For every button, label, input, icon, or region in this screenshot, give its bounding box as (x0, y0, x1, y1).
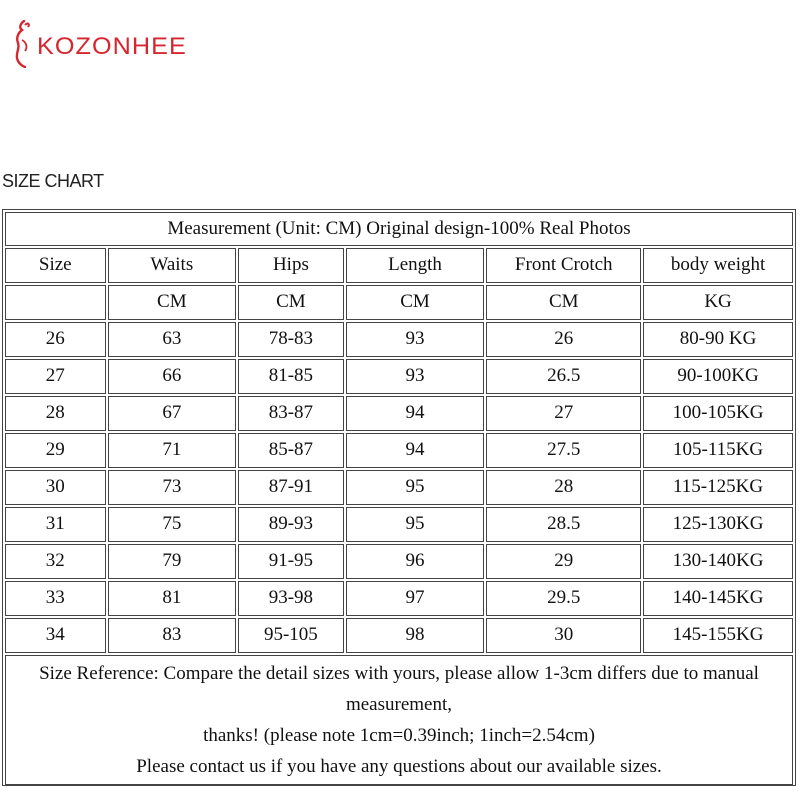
cell-waist: 79 (108, 544, 237, 579)
unit-front-crotch: CM (486, 285, 641, 320)
cell-size: 33 (5, 581, 106, 616)
unit-length: CM (346, 285, 485, 320)
cell-length: 94 (346, 396, 485, 431)
reference-line: Please contact us if you have any questions about our available sizes. (136, 756, 662, 777)
cell-front-crotch: 28.5 (486, 507, 641, 542)
cell-length: 96 (346, 544, 485, 579)
cell-hips: 93-98 (238, 581, 344, 616)
cell-size: 30 (5, 470, 106, 505)
cell-size: 29 (5, 433, 106, 468)
cell-length: 97 (346, 581, 485, 616)
cell-body-weight: 100-105KG (643, 396, 793, 431)
cell-waist: 75 (108, 507, 237, 542)
cell-size: 31 (5, 507, 106, 542)
cell-hips: 78-83 (238, 322, 344, 357)
size-reference-row (5, 655, 793, 785)
cell-length: 98 (346, 618, 485, 653)
cell-front-crotch: 27 (486, 396, 641, 431)
cell-hips: 85-87 (238, 433, 344, 468)
cell-body-weight: 80-90 KG (643, 322, 793, 357)
cell-front-crotch: 30 (486, 618, 641, 653)
cell-front-crotch: 29 (486, 544, 641, 579)
cell-waist: 83 (108, 618, 237, 653)
cell-length: 95 (346, 470, 485, 505)
cell-hips: 83-87 (238, 396, 344, 431)
cell-front-crotch: 29.5 (486, 581, 641, 616)
table-row (5, 470, 793, 505)
reference-line: Size Reference: Compare the detail sizes with yours, please allow 1-3cm differs due to manual measurement, (39, 663, 759, 715)
cell-body-weight: 105-115KG (643, 433, 793, 468)
cell-size: 26 (5, 322, 106, 357)
unit-size (5, 285, 106, 320)
unit-hips: CM (238, 285, 344, 320)
header-length: Length (346, 248, 485, 283)
cell-body-weight: 90-100KG (643, 359, 793, 394)
header-size: Size (5, 248, 106, 283)
cell-length: 94 (346, 433, 485, 468)
cell-hips: 91-95 (238, 544, 344, 579)
cell-size: 32 (5, 544, 106, 579)
table-units-row (5, 285, 793, 320)
brand-name: KOZONHEE (37, 33, 187, 60)
header-body-weight: body weight (643, 248, 793, 283)
reference-line: thanks! (please note 1cm=0.39inch; 1inch=2.54cm) (203, 725, 595, 746)
cell-hips: 89-93 (238, 507, 344, 542)
cell-body-weight: 130-140KG (643, 544, 793, 579)
cell-length: 93 (346, 322, 485, 357)
cell-hips: 95-105 (238, 618, 344, 653)
brand-logo (10, 18, 187, 68)
page-title: SIZE CHART (2, 171, 104, 191)
table-row (5, 396, 793, 431)
cell-hips: 87-91 (238, 470, 344, 505)
cell-waist: 73 (108, 470, 237, 505)
cell-length: 93 (346, 359, 485, 394)
unit-body-weight: KG (643, 285, 793, 320)
table-row (5, 581, 793, 616)
cell-waist: 66 (108, 359, 237, 394)
table-title: Measurement (Unit: CM) Original design-100% Real Photos (5, 212, 793, 246)
table-row (5, 322, 793, 357)
cell-front-crotch: 26.5 (486, 359, 641, 394)
cell-waist: 71 (108, 433, 237, 468)
table-title-row (5, 212, 793, 246)
cell-waist: 81 (108, 581, 237, 616)
cell-size: 34 (5, 618, 106, 653)
table-row (5, 433, 793, 468)
cell-front-crotch: 26 (486, 322, 641, 357)
cell-body-weight: 125-130KG (643, 507, 793, 542)
size-chart-table (2, 209, 796, 786)
stylized-figure-logo-icon (10, 18, 36, 68)
table-row (5, 507, 793, 542)
table-row (5, 618, 793, 653)
cell-front-crotch: 28 (486, 470, 641, 505)
cell-front-crotch: 27.5 (486, 433, 641, 468)
cell-size: 28 (5, 396, 106, 431)
cell-body-weight: 115-125KG (643, 470, 793, 505)
table-header-row (5, 248, 793, 283)
size-reference-note (5, 655, 793, 785)
cell-size: 27 (5, 359, 106, 394)
cell-length: 95 (346, 507, 485, 542)
size-table-grid (3, 210, 795, 787)
cell-waist: 67 (108, 396, 237, 431)
header-waist: Waits (108, 248, 237, 283)
cell-body-weight: 140-145KG (643, 581, 793, 616)
table-row (5, 544, 793, 579)
cell-hips: 81-85 (238, 359, 344, 394)
cell-waist: 63 (108, 322, 237, 357)
header-front-crotch: Front Crotch (486, 248, 641, 283)
cell-body-weight: 145-155KG (643, 618, 793, 653)
table-row (5, 359, 793, 394)
unit-waist: CM (108, 285, 237, 320)
header-hips: Hips (238, 248, 344, 283)
